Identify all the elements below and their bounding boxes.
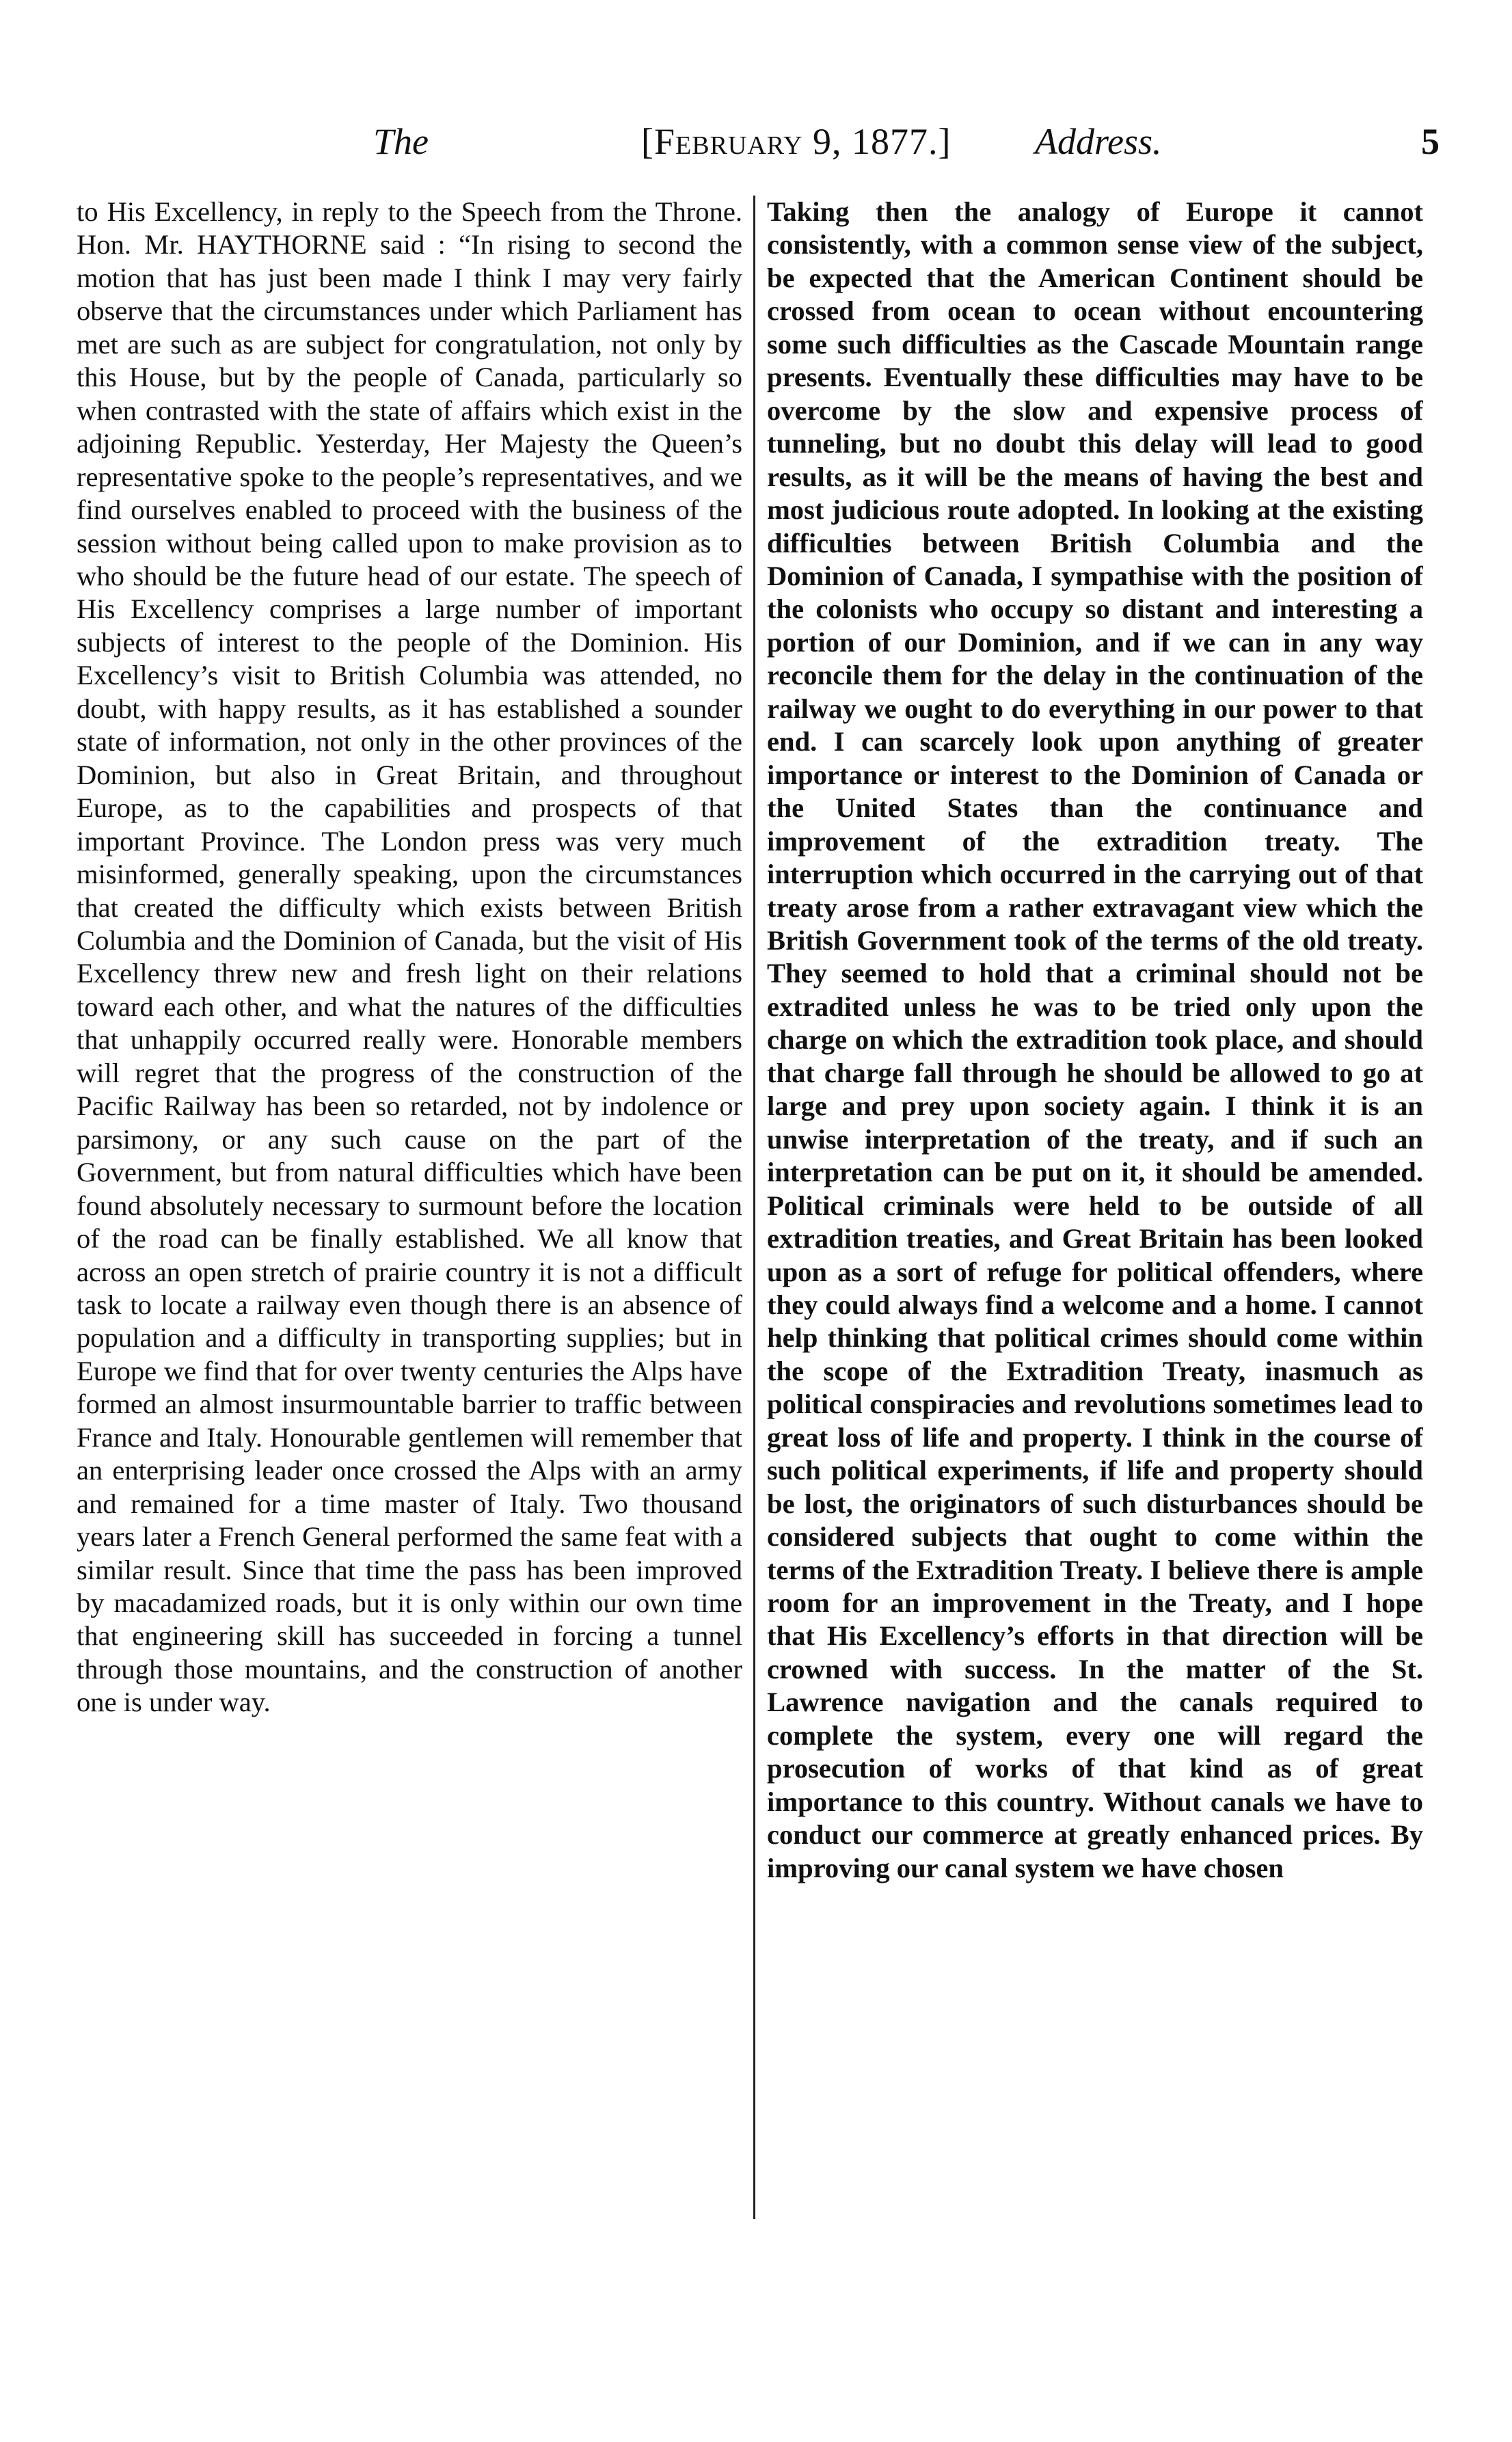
left-column-text: to His Excellency, in reply to the Speech from the Throne. Hon. Mr. HAYTHORNE said : “In rising to second the motion that has just been made I think I may very fairly observe that the circumstances under which Parliament has met are such as are subject for congratulation, not only by this House, but by the people of Canada, particularly so when contrasted with the state of affairs which exist in the adjoining Republic. Yesterday, Her Majesty the Queen’s representative spoke to the people’s representatives, and we find ourselves enabled to proceed with the business of the session without being called upon to make provision as to who should be the future head of our estate. The speech of His Excellency comprises a large number of important subjects of interest to the people of the Dominion. His Excellency’s visit to British Columbia was attended, no doubt, with happy results, as it has established a sounder state of information, not only in the other provinces of the Dominion, but also in Great Britain, and throughout Europe, as to the capabilities and prospects of that important Province. The London press was very much misinformed, generally speaking, upon the circumstances that created the difficulty which exists between British Columbia and the Dominion of Canada, but the visit of His Excellency threw new and fresh light on their relations toward each other, and what the natures of the difficulties that unhappily occurred really were. Honorable members will regret that the progress of the construction of the Pacific Railway has been so retarded, not by indolence or parsimony, or any such cause on the part of the Government, but from natural difficulties which have been found absolutely necessary to surmount before the location of the road can be finally established. We all know that across an open stretch of prairie country it is not a difficult task to locate a railway even though there is an absence of population and a difficulty in transporting supplies; but in Europe we find that for over twenty centuries the Alps have formed an almost insurmountable barrier to traffic between France and Italy. Honourable gentlemen will remember that an enterprising leader once crossed the Alps with an army and remained for a time master of Italy. Two thousand years later a French General performed the same feat with a similar result. Since that time the pass has been improved by macadamized roads, but it is only within our own time that engineering skill has succeeded in forcing a tunnel through those mountains, and the construction of another one is under way.	[77, 196, 742, 1718]
running-head-date	[641, 120, 951, 163]
page-header	[66, 120, 1440, 175]
column-divider	[753, 196, 755, 2219]
running-head-left: The	[373, 121, 429, 162]
left-column	[77, 196, 742, 2219]
right-column-text: Taking then the analogy of Europe it cannot consistently, with a common sense view of the subject, be expected that the American Continent should be crossed from ocean to ocean without encountering some such difficulties as the Cascade Mountain range presents. Eventually these difficulties may have to be overcome by the slow and expensive process of tunneling, but no doubt this delay will lead to good results, as it will be the means of having the best and most judicious route adopted. In looking at the existing difficulties between British Columbia and the Dominion of Canada, I sympathise with the position of the colonists who occupy so distant and interesting a portion of our Dominion, and if we can in any way reconcile them for the delay in the continuation of the railway we ought to do everything in our power to that end. I can scarcely look upon anything of greater importance or interest to the Dominion of Canada or the United States than the continuance and improvement of the extradition treaty. The interruption which occurred in the carrying out of that treaty arose from a rather extravagant view which the British Government took of the terms of the old treaty. They seemed to hold that a criminal should not be extradited unless he was to be tried only upon the charge on which the extradition took place, and should that charge fall through he should be allowed to go at large and prey upon society again. I think it is an unwise interpretation of the treaty, and if such an interpretation can be put on it, it should be amended. Political criminals were held to be outside of all extradition treaties, and Great Britain has been looked upon as a sort of refuge for political offenders, where they could always find a welcome and a home. I cannot help thinking that political crimes should come within the scope of the Extradition Treaty, inasmuch as political conspiracies and revolutions sometimes lead to great loss of life and property. I think in the course of such political experiments, if life and property should be lost, the originators of such disturbances should be considered subjects that ought to come within the terms of the Extradition Treaty. I believe there is ample room for an improvement in the Treaty, and I hope that His Excellency’s efforts in that direction will be crowned with success. In the matter of the St. Lawrence navigation and the canals required to complete the system, every one will regard the prosecution of works of that kind as of great importance to this country. Without canals we have to conduct our commerce at greatly enhanced prices. By improving our canal system we have chosen	[767, 196, 1423, 1883]
right-column	[767, 196, 1423, 2219]
page-number: 5	[1421, 121, 1440, 162]
date-month: February	[653, 121, 803, 162]
running-head-right: Address.	[1035, 121, 1162, 162]
date-day-year: 9, 1877.]	[802, 121, 951, 162]
date-bracket: [	[641, 121, 654, 162]
